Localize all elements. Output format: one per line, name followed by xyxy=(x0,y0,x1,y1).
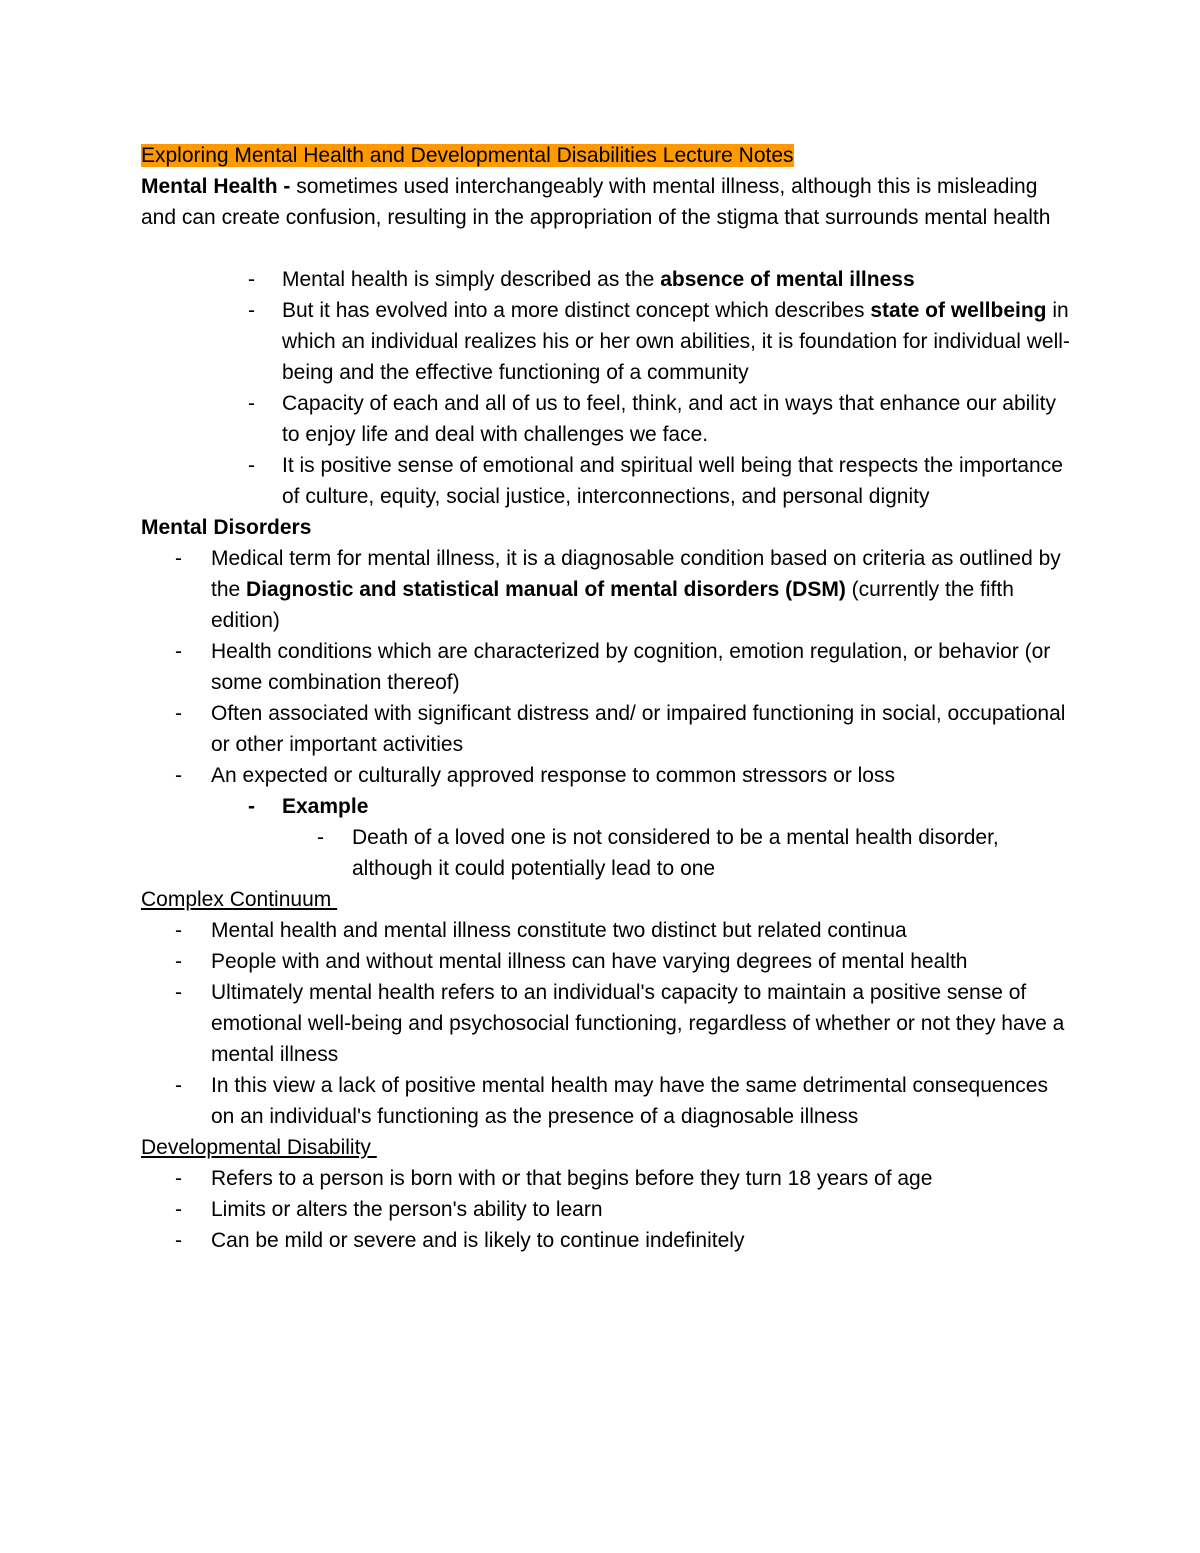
list-item xyxy=(141,698,1071,760)
list-item-text: Medical term for mental illness, it is a diagnosable condition based on criteria as outlined by the xyxy=(211,547,1061,601)
bullet-dash: - xyxy=(175,1229,182,1252)
bullet-dash: - xyxy=(248,454,255,477)
document-body xyxy=(141,140,1071,1256)
list-item xyxy=(141,295,1071,388)
list-item-text: Can be mild or severe and is likely to continue indefinitely xyxy=(211,1229,745,1252)
list-item-text: In this view a lack of positive mental health may have the same detrimental consequences on an individual's functioning as the presence of a diagnosable illness xyxy=(211,1074,1048,1128)
bullet-dash: - xyxy=(175,640,182,663)
list-item-text: in which an individual realizes his or her own abilities, it is foundation for individual well-being and the effective functioning of a community xyxy=(282,299,1070,384)
list-item xyxy=(141,915,1071,946)
list-item-text: But it has evolved into a more distinct concept which describes xyxy=(282,299,871,322)
list-item-bold-text: state of wellbeing xyxy=(870,299,1047,322)
bullet-dash: - xyxy=(248,268,255,291)
blank-line xyxy=(141,233,1071,264)
list-item xyxy=(141,264,1071,295)
mental-health-intro: sometimes used interchangeably with mental illness, although this is misleading and can create confusion, resulting in the appropriation of the stigma that surrounds mental health xyxy=(141,175,1051,229)
bullet-dash: - xyxy=(175,919,182,942)
list-item-text: Limits or alters the person's ability to learn xyxy=(211,1198,603,1221)
bullet-dash: - xyxy=(175,547,182,570)
bullet-dash: - xyxy=(248,299,255,322)
list-item xyxy=(141,1163,1071,1194)
mental-health-heading: Mental Health - xyxy=(141,175,291,198)
bullet-dash: - xyxy=(248,392,255,415)
bullet-dash: - xyxy=(248,795,255,818)
example-text: Death of a loved one is not considered to be a mental health disorder, although it could potentially lead to one xyxy=(352,826,999,880)
list-item-text: An expected or culturally approved response to common stressors or loss xyxy=(211,764,895,787)
example-label: Example xyxy=(282,795,369,818)
mental-disorders-heading: Mental Disorders xyxy=(141,516,312,539)
document-title: Exploring Mental Health and Developmental Disabilities Lecture Notes xyxy=(141,144,794,167)
bullet-dash: - xyxy=(175,1167,182,1190)
bullet-dash: - xyxy=(175,1198,182,1221)
example-item xyxy=(141,791,1071,822)
list-item xyxy=(141,946,1071,977)
developmental-disability-heading: Developmental Disability xyxy=(141,1136,377,1159)
list-item-text: Refers to a person is born with or that begins before they turn 18 years of age xyxy=(211,1167,933,1190)
list-item-text: People with and without mental illness can have varying degrees of mental health xyxy=(211,950,968,973)
list-item xyxy=(141,1194,1071,1225)
list-item-text: (currently the fifth edition) xyxy=(211,578,1014,632)
list-item xyxy=(141,760,1071,791)
bullet-dash: - xyxy=(175,950,182,973)
bullet-dash: - xyxy=(175,764,182,787)
document-title-line xyxy=(141,140,1071,171)
bullet-dash: - xyxy=(175,702,182,725)
list-item-text: Mental health and mental illness constitute two distinct but related continua xyxy=(211,919,907,942)
list-item xyxy=(141,1225,1071,1256)
bullet-dash: - xyxy=(317,826,324,849)
list-item-text: Mental health is simply described as the xyxy=(282,268,661,291)
list-item xyxy=(141,636,1071,698)
list-item xyxy=(141,543,1071,636)
list-item-text: Health conditions which are characterized by cognition, emotion regulation, or behavior (or some combination thereof) xyxy=(211,640,1051,694)
list-item-text: Ultimately mental health refers to an individual's capacity to maintain a positive sense of emotional well-being and psychosocial functioning, regardless of whether or not they have a mental illness xyxy=(211,981,1065,1066)
complex-continuum-heading: Complex Continuum xyxy=(141,888,338,911)
list-item-text: It is positive sense of emotional and spiritual well being that respects the importance of culture, equity, social justice, interconnections, and personal dignity xyxy=(282,454,1063,508)
mental-health-paragraph xyxy=(141,171,1071,233)
list-item-text: Capacity of each and all of us to feel, think, and act in ways that enhance our ability to enjoy life and deal with challenges we face. xyxy=(282,392,1056,446)
list-item-bold-text: absence of mental illness xyxy=(660,268,915,291)
list-item xyxy=(141,388,1071,450)
list-item xyxy=(141,1070,1071,1132)
list-item xyxy=(141,450,1071,512)
bullet-dash: - xyxy=(175,981,182,1004)
list-item-text: Often associated with significant distress and/ or impaired functioning in social, occupational or other important activities xyxy=(211,702,1066,756)
list-item xyxy=(141,977,1071,1070)
list-item-bold-text: Diagnostic and statistical manual of mental disorders (DSM) xyxy=(246,578,846,601)
bullet-dash: - xyxy=(175,1074,182,1097)
example-detail-item xyxy=(141,822,1071,884)
